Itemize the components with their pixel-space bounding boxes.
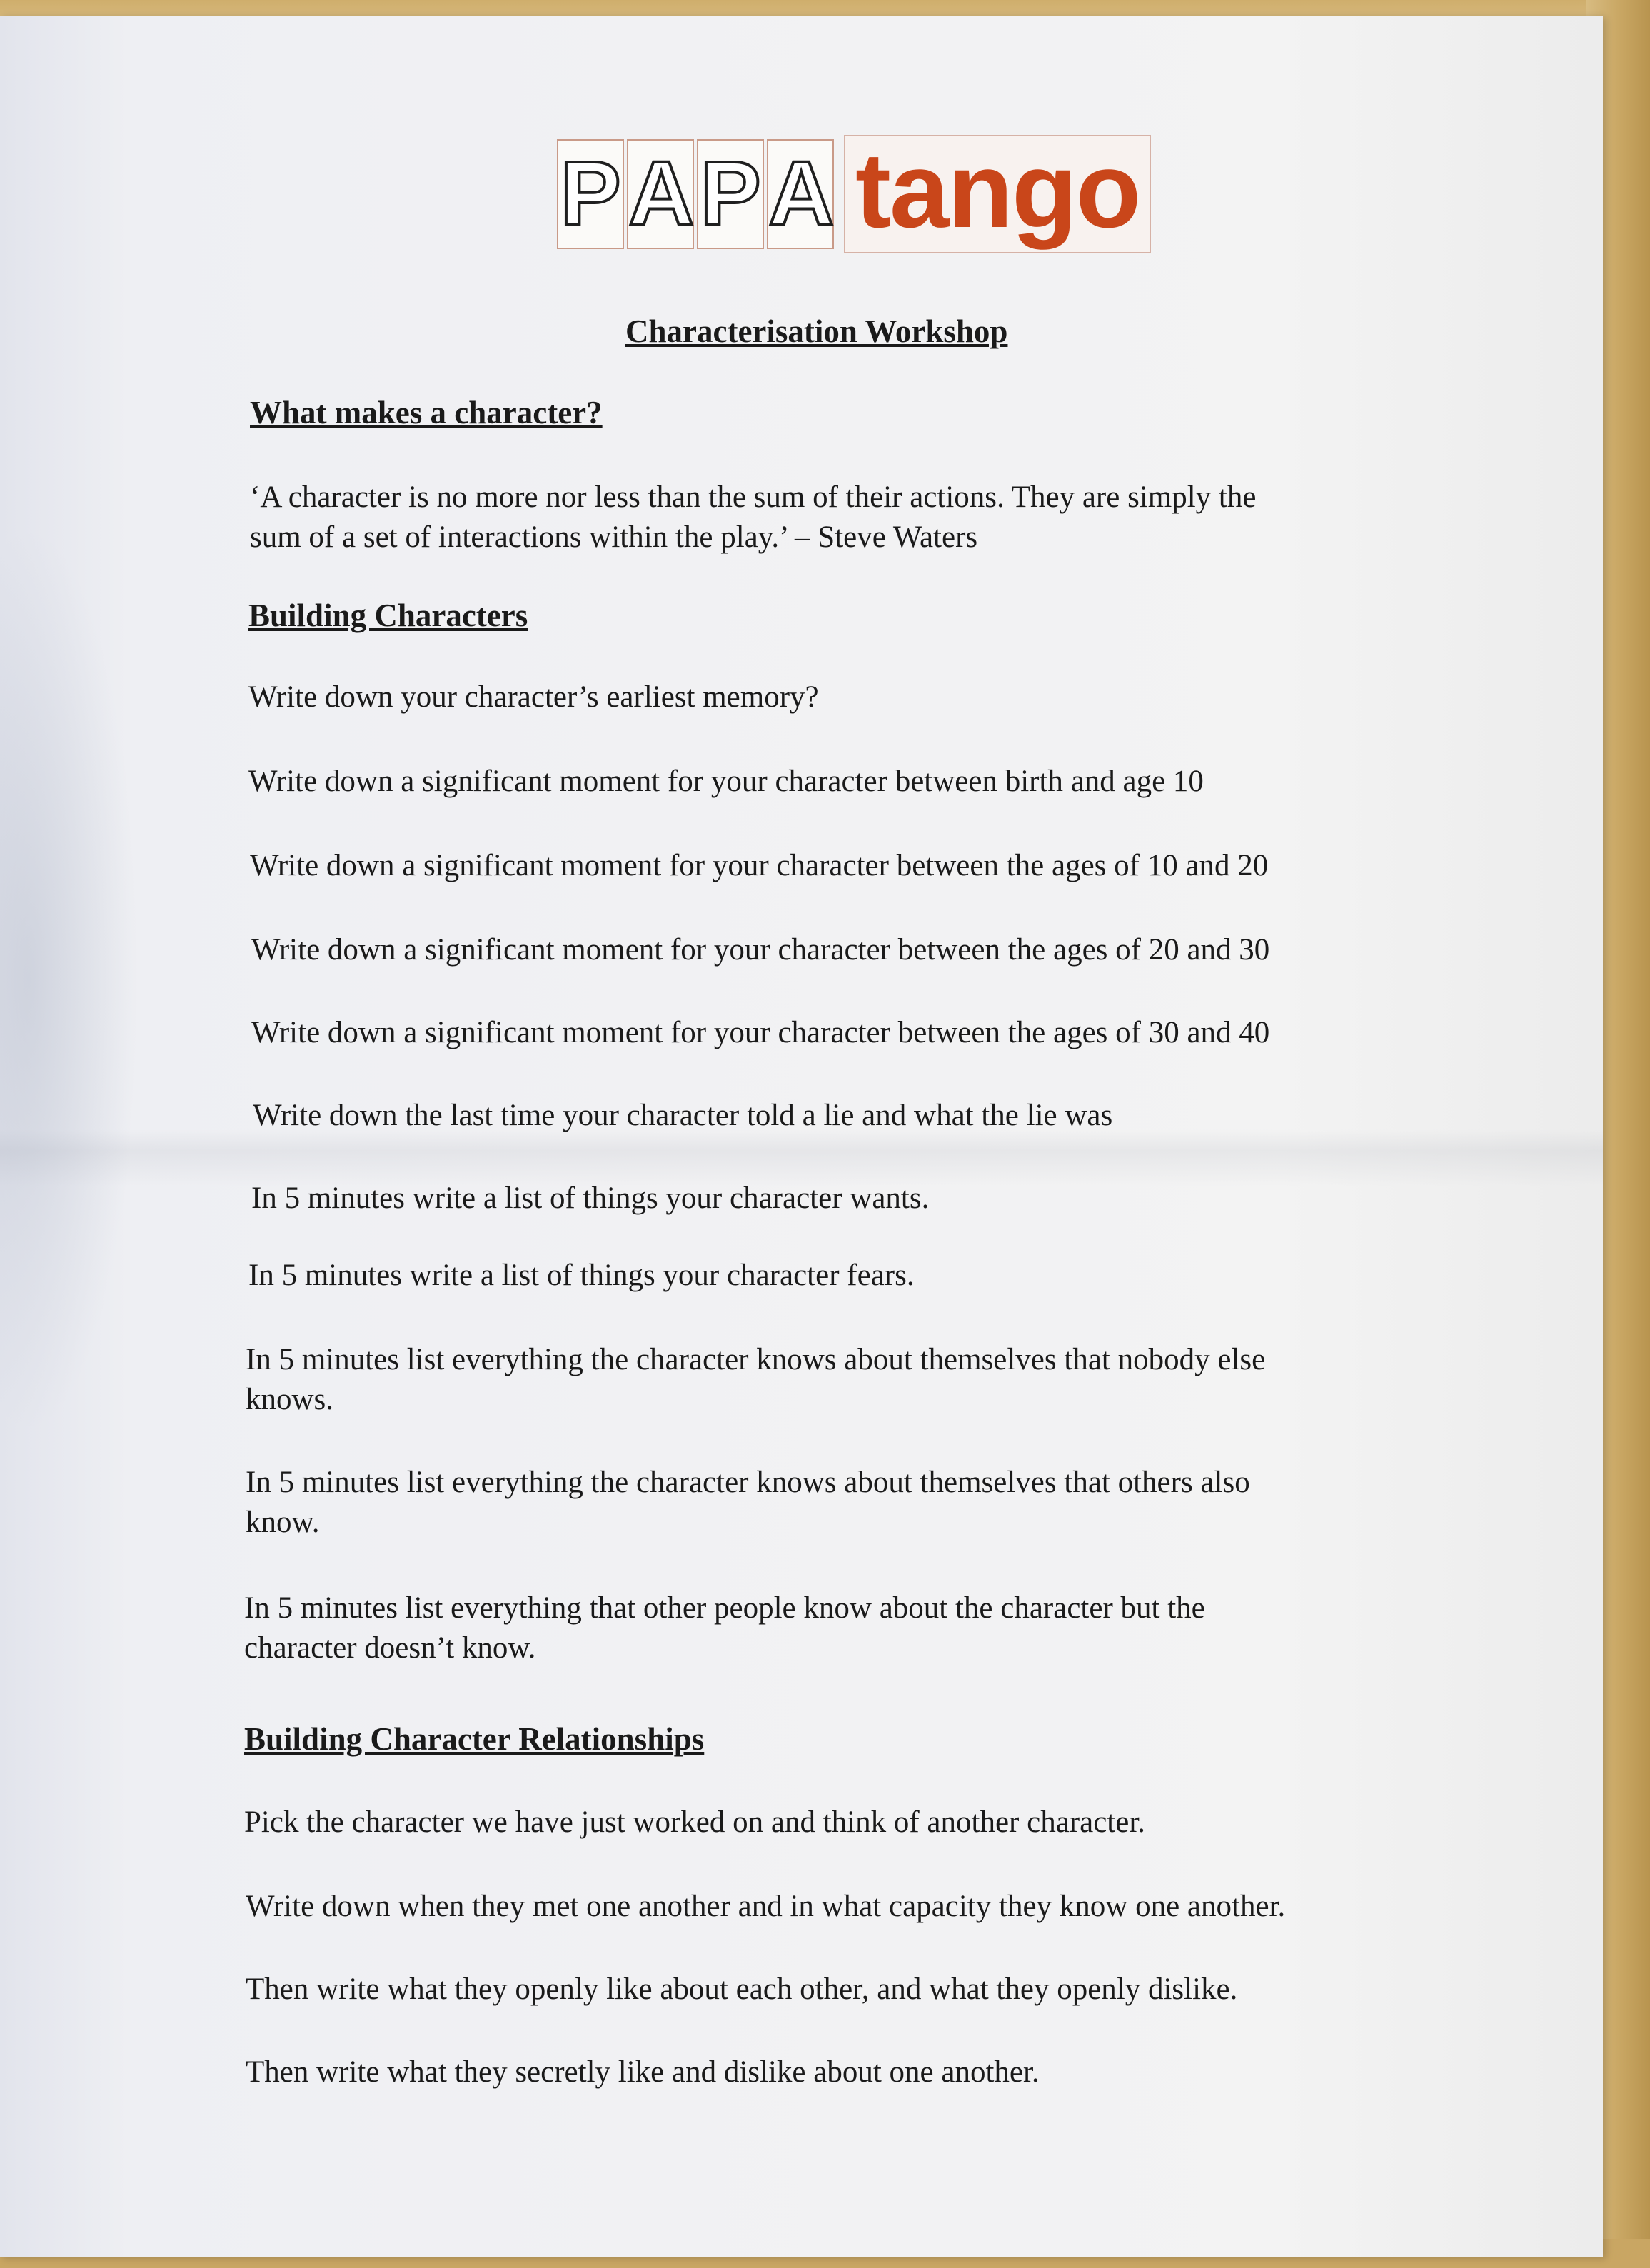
papa-tango-logo [557, 124, 1151, 264]
exercise-item: In 5 minutes list everything the character knows about themselves that nobody else [246, 1343, 1266, 1376]
handout-sheet [0, 16, 1603, 2257]
exercise-item: Write down the last time your character told a lie and what the lie was [253, 1099, 1113, 1132]
logo-letter-a1: A [627, 139, 694, 249]
exercise-item: Write down a significant moment for your character between the ages of 10 and 20 [250, 849, 1269, 882]
page-title: Characterisation Workshop [625, 313, 1008, 349]
exercise-item: Write down a significant moment for your character between the ages of 20 and 30 [251, 933, 1270, 967]
relationship-item: Write down when they met one another and in what capacity they know one another. [246, 1890, 1286, 1923]
logo-letter-a2: A [767, 139, 834, 249]
logo-letter-p2: P [697, 139, 764, 249]
exercise-item: Write down a significant moment for your character between the ages of 30 and 40 [251, 1016, 1270, 1049]
relationship-item: Then write what they openly like about each other, and what they openly dislike. [246, 1972, 1238, 2006]
quote-line-2: sum of a set of interactions within the play.’ – Steve Waters [250, 520, 978, 554]
exercise-item: In 5 minutes list everything that other people know about the character but the [244, 1591, 1205, 1625]
relationship-item: Then write what they secretly like and dislike about one another. [246, 2055, 1040, 2089]
exercise-item: In 5 minutes write a list of things your character fears. [248, 1259, 915, 1292]
heading-what-makes-character: What makes a character? [250, 395, 603, 430]
exercise-item-continued: character doesn’t know. [244, 1631, 536, 1665]
logo-tango-word: tango [844, 135, 1151, 253]
logo-letter-p1: P [557, 139, 624, 249]
exercise-item-continued: knows. [246, 1383, 334, 1416]
exercise-item: In 5 minutes write a list of things your character wants. [251, 1181, 930, 1215]
heading-building-relationships: Building Character Relationships [244, 1721, 705, 1757]
exercise-item: Write down a significant moment for your character between birth and age 10 [248, 765, 1204, 798]
exercise-item: In 5 minutes list everything the character knows about themselves that others also [246, 1466, 1250, 1499]
relationship-item: Pick the character we have just worked on and think of another character. [244, 1805, 1146, 1839]
quote-line-1: ‘A character is no more nor less than the sum of their actions. They are simply the [250, 480, 1257, 514]
heading-building-characters: Building Characters [248, 598, 528, 633]
exercise-item-continued: know. [246, 1506, 320, 1539]
exercise-item: Write down your character’s earliest memory? [248, 680, 819, 714]
